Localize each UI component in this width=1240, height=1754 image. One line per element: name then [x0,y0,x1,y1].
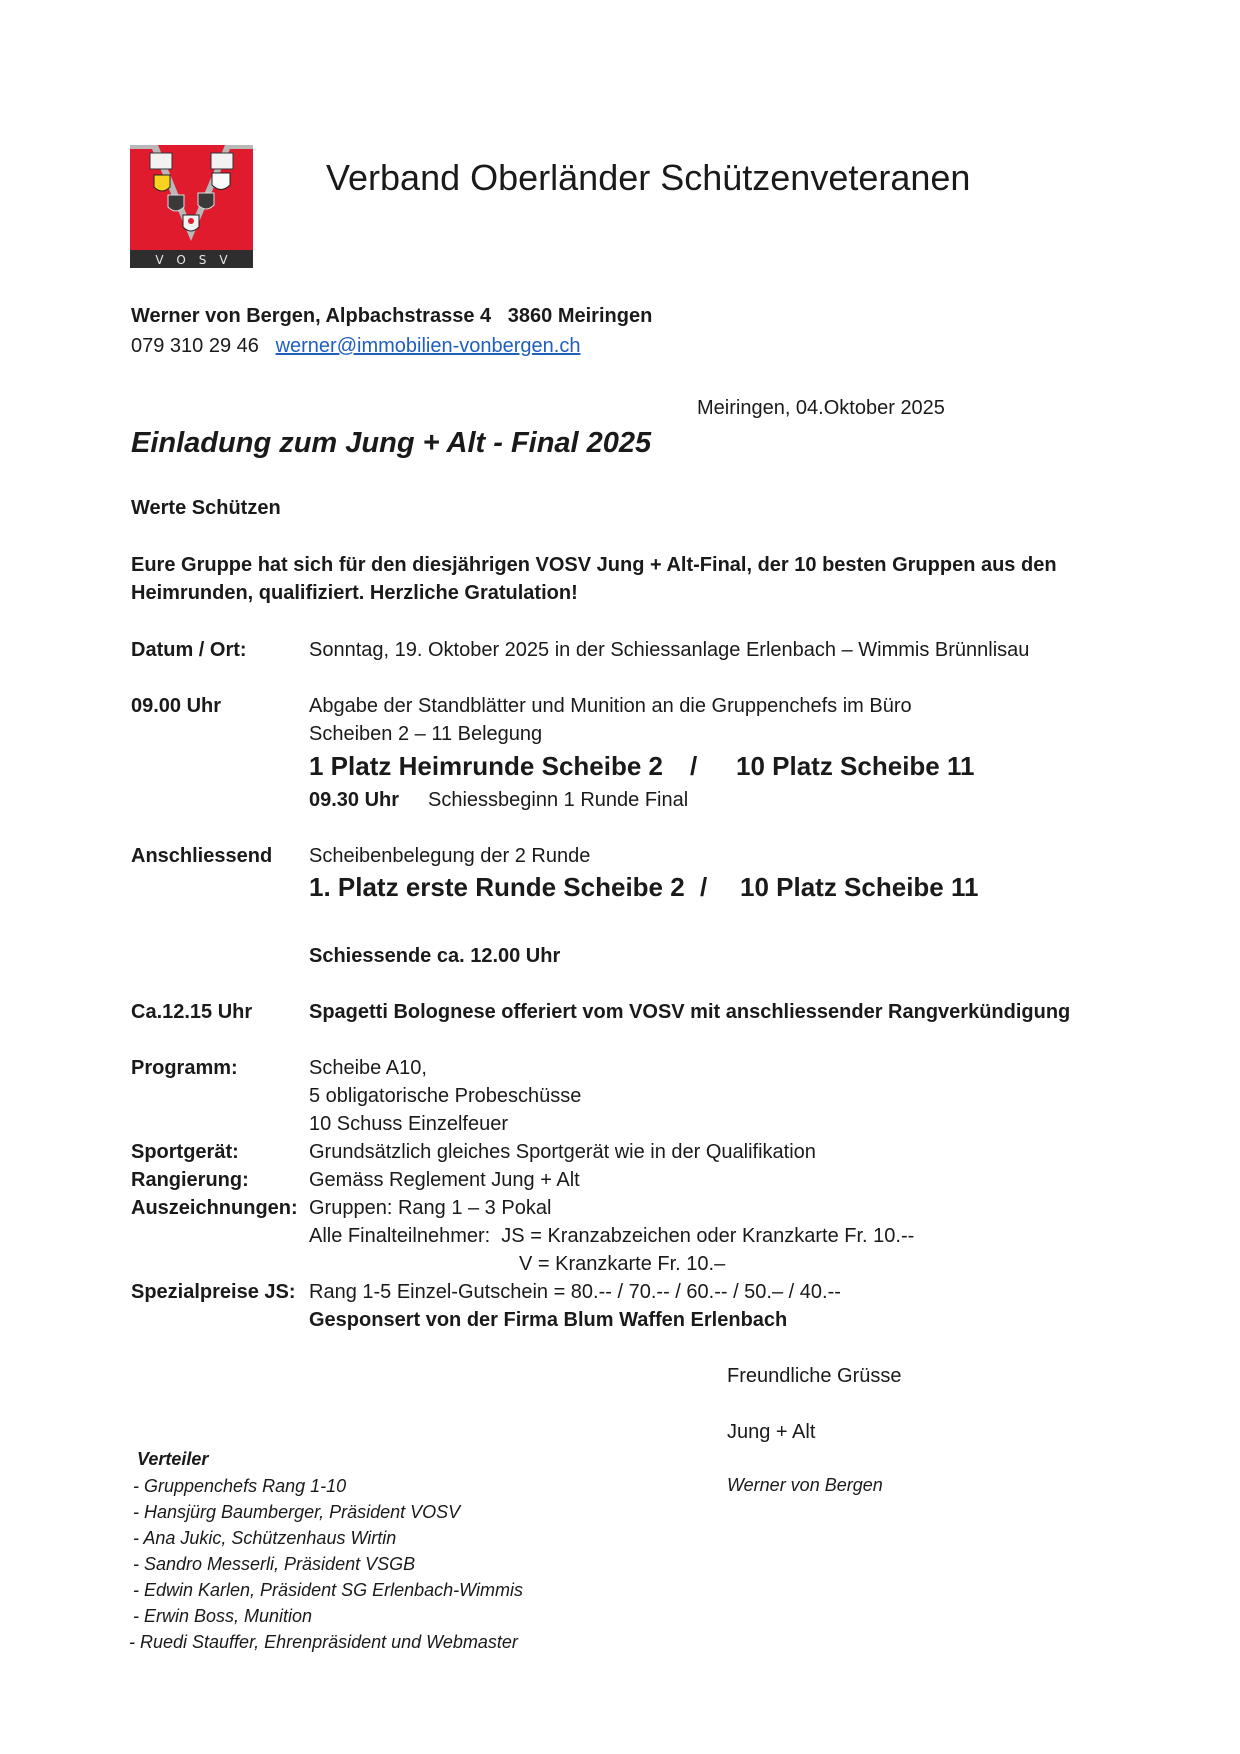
salutation: Werte Schützen [131,497,281,519]
programm-line-3: 10 Schuss Einzelfeuer [309,1113,509,1135]
sender-contact [131,332,580,360]
list-item: - Edwin Karlen, Präsident SG Erlenbach-Wimmis [133,1580,523,1600]
time-1215-text: Spagetti Bolognese offeriert vom VOSV mit anschliessender Rangverkündigung [309,1001,1071,1023]
time-0930-text: Schiessbeginn 1 Runde Final [428,789,689,811]
spezialpreise-line-1: Rang 1-5 Einzel-Gutschein = 80.-- / 70.-- / 60.-- / 50.– / 40.-- [309,1281,841,1303]
auszeichnungen-label: Auszeichnungen: [131,1197,298,1219]
spezialpreise-label: Spezialpreise JS: [131,1281,296,1303]
distribution-title: Verteiler [137,1449,209,1469]
anschliessend-line-1: Scheibenbelegung der 2 Runde [309,845,591,867]
auszeichnungen-line-2: Alle Finalteilnehmer: JS = Kranzabzeichen oder Kranzkarte Fr. 10.-- [309,1225,915,1247]
sportgeraet-value: Grundsätzlich gleiches Sportgerät wie in der Qualifikation [309,1141,816,1163]
time-0900-line-1: Abgabe der Standblätter und Munition an die Gruppenchefs im Büro [309,695,912,717]
round1-assignment-sep: / [690,751,698,781]
intro-line-2: Heimrunden, qualifiziert. Herzliche Gratulation! [131,582,578,604]
coat-of-arms-icon [130,145,253,250]
list-item: - Erwin Boss, Munition [133,1606,313,1626]
letter-subject: Einladung zum Jung + Alt - Final 2025 [131,427,652,459]
sponsor-line: Gesponsert von der Firma Blum Waffen Erlenbach [309,1309,788,1331]
list-item: - Hansjürg Baumberger, Präsident VOSV [133,1502,461,1522]
sportgeraet-label: Sportgerät: [131,1141,239,1163]
round2-assignment-sep: / [700,872,708,902]
auszeichnungen-line-3: V = Kranzkarte Fr. 10.– [519,1253,726,1275]
time-0900-label: 09.00 Uhr [131,695,222,717]
rangierung-value: Gemäss Reglement Jung + Alt [309,1169,580,1191]
auszeichnungen-line-1: Gruppen: Rang 1 – 3 Pokal [309,1197,552,1219]
list-item: - Ruedi Stauffer, Ehrenpräsident und Webmaster [129,1632,518,1652]
schiessende: Schiessende ca. 12.00 Uhr [309,945,561,967]
round2-assignment-right: 10 Platz Scheibe 11 [740,872,979,902]
rangierung-label: Rangierung: [131,1169,249,1191]
programm-label: Programm: [131,1057,238,1079]
anschliessend-label: Anschliessend [131,845,273,867]
list-item: - Gruppenchefs Rang 1-10 [133,1476,347,1496]
sender-phone: 079 310 29 46 [131,335,259,357]
intro-line-1: Eure Gruppe hat sich für den diesjährigen VOSV Jung + Alt-Final, der 10 besten Gruppen aus den [131,554,1057,576]
distribution-list [129,1473,523,1655]
list-item: - Sandro Messerli, Präsident VSGB [133,1554,416,1574]
time-0900-line-2: Scheiben 2 – 11 Belegung [309,723,543,745]
datum-label: Datum / Ort: [131,639,247,661]
logo-text: VOSV [155,253,241,267]
closing-name: Werner von Bergen [727,1475,883,1495]
list-item: - Ana Jukic, Schützenhaus Wirtin [133,1528,397,1548]
vosv-logo [130,145,253,268]
closing-group: Jung + Alt [727,1421,816,1443]
programm-line-2: 5 obligatorische Probeschüsse [309,1085,582,1107]
round1-assignment-right: 10 Platz Scheibe 11 [736,751,975,781]
letter-date: Meiringen, 04.Oktober 2025 [697,397,945,419]
closing-greeting: Freundliche Grüsse [727,1365,902,1387]
sender-email-link[interactable]: werner@immobilien-vonbergen.ch [275,335,581,357]
organization-title: Verband Oberländer Schützenveteranen [326,157,971,198]
time-1215-label: Ca.12.15 Uhr [131,1001,253,1023]
datum-value: Sonntag, 19. Oktober 2025 in der Schiessanlage Erlenbach – Wimmis Brünnlisau [309,639,1030,661]
sender-address: Werner von Bergen, Alpbachstrasse 4 3860 Meiringen [131,305,653,327]
time-0930-label: 09.30 Uhr [309,789,400,811]
programm-line-1: Scheibe A10, [309,1057,427,1079]
round1-assignment-left: 1 Platz Heimrunde Scheibe 2 [309,751,664,781]
round2-assignment-left: 1. Platz erste Runde Scheibe 2 [309,872,685,902]
